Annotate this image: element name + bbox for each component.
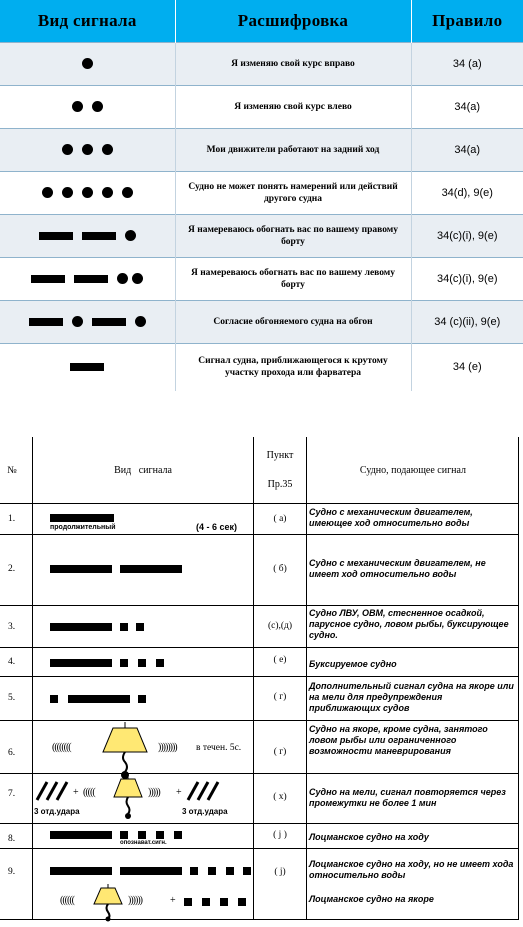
rule-cell: 34(a) <box>411 128 523 171</box>
rule-cell: 34(c)(i), 9(e) <box>411 214 523 257</box>
short-blast-icon <box>82 144 93 155</box>
prolonged-blast-icon <box>120 565 182 573</box>
row-number: 7. <box>8 789 16 799</box>
short-blast-icon <box>138 831 146 839</box>
short-blast-icon <box>120 831 128 839</box>
row-number: 2. <box>8 564 16 574</box>
vessel-description: Лоцманское судно на ходу <box>309 832 429 842</box>
short-blast-icon <box>117 273 128 284</box>
short-blast-icon <box>132 273 143 284</box>
short-blast-icon <box>120 659 128 667</box>
prolonged-blast-icon <box>50 659 112 667</box>
vessel-description: Лоцманское судно на ходу, но не имеет хода относительно воды <box>309 859 514 880</box>
prolonged-blast-icon <box>92 318 126 326</box>
short-blast-icon <box>42 187 53 198</box>
prolonged-blast-icon <box>74 275 108 283</box>
table-row <box>0 300 523 343</box>
short-blast-icon <box>238 898 246 906</box>
short-blast-icon <box>136 623 144 631</box>
rule-point: ( б) <box>273 564 287 574</box>
plus-icon: + <box>170 895 175 906</box>
strike-label: 3 отд.удара <box>182 807 228 816</box>
bell-icon <box>92 884 124 922</box>
vessel-description: Буксируемое судно <box>309 659 397 669</box>
meaning-cell: Я намереваюсь обогнать вас по вашему левому борту <box>175 257 411 300</box>
sound-waves-right-icon: )))))) <box>128 895 142 906</box>
row-number: 4. <box>8 657 16 667</box>
prolonged-blast-icon <box>50 867 112 875</box>
meaning-cell: Мои движители работают на задний ход <box>175 128 411 171</box>
row-number: 5. <box>8 693 16 703</box>
rule-point: ( е) <box>273 655 287 665</box>
short-blast-icon <box>208 867 216 875</box>
header-point: Пункт <box>266 450 294 461</box>
plus-icon: + <box>73 787 78 798</box>
table-row <box>0 257 523 300</box>
table-row <box>0 171 523 214</box>
short-blast-icon <box>82 187 93 198</box>
signal-cell <box>0 42 175 85</box>
short-blast-icon <box>174 831 182 839</box>
signal-cell <box>0 214 175 257</box>
prolonged-label: продолжительный <box>50 524 116 531</box>
header-vessel: Судно, подающее сигнал <box>359 465 467 476</box>
short-blast-icon <box>102 187 113 198</box>
rule-point: ( j ) <box>273 830 287 840</box>
short-blast-icon <box>156 659 164 667</box>
plus-icon: + <box>176 787 181 798</box>
strike-marks-icon <box>186 781 220 801</box>
row-number: 6. <box>8 748 16 758</box>
rule-point: ( а) <box>273 514 287 524</box>
row-number: 3. <box>8 622 16 632</box>
row-number: 1. <box>8 514 16 524</box>
prolonged-blast-icon <box>50 623 112 631</box>
rule-cell: 34 (c)(ii), 9(e) <box>411 300 523 343</box>
meaning-cell: Сигнал судна, приближающегося к крутому участку прохода или фарватера <box>175 343 411 391</box>
identification-label: опознават.сигн. <box>120 840 167 846</box>
duration-label: (4 - 6 сек) <box>196 522 238 532</box>
header-meaning: Расшифровка <box>175 0 411 42</box>
header-point-rule: Пр.35 <box>267 479 293 490</box>
short-blast-icon <box>50 695 58 703</box>
short-blast-icon <box>202 898 210 906</box>
table-row <box>0 85 523 128</box>
strike-marks-icon <box>35 781 69 801</box>
meaning-cell: Согласие обгоняемого судна на обгон <box>175 300 411 343</box>
signal-cell <box>0 300 175 343</box>
prolonged-blast-icon <box>82 232 116 240</box>
table-row <box>0 42 523 85</box>
short-blast-icon <box>92 101 103 112</box>
sound-waves-right-icon: )))))))) <box>158 742 177 753</box>
short-blast-icon <box>62 187 73 198</box>
header-signal: Вид сигнала <box>0 0 175 42</box>
short-blast-icon <box>243 867 251 875</box>
meaning-cell: Я изменяю свой курс влево <box>175 85 411 128</box>
row-number: 8. <box>8 834 16 844</box>
meaning-cell: Я намереваюсь обогнать вас по вашему правому борту <box>175 214 411 257</box>
short-blast-icon <box>72 101 83 112</box>
short-blast-icon <box>156 831 164 839</box>
header-rule: Правило <box>411 0 523 42</box>
header-signal-type: Вид сигнала <box>114 465 172 476</box>
signal-cell <box>0 128 175 171</box>
rule-cell: 34(d), 9(e) <box>411 171 523 214</box>
prolonged-blast-icon <box>31 275 65 283</box>
short-blast-icon <box>138 695 146 703</box>
short-blast-icon <box>125 230 136 241</box>
rule-point: ( j) <box>274 867 286 877</box>
vessel-description: Судно на якоре, кроме судна, занятого ловом рыбы или ограниченного возможности маневрирования <box>309 724 488 756</box>
vessel-description-anchor: Лоцманское судно на якоре <box>309 894 434 904</box>
short-blast-icon <box>102 144 113 155</box>
prolonged-blast-icon <box>68 695 130 703</box>
short-blast-icon <box>184 898 192 906</box>
signal-cell <box>0 257 175 300</box>
vessel-description: Судно с механическим двигателем, не имеет ход относительно воды <box>309 558 486 579</box>
vessel-description: Судно на мели, сигнал повторяется через промежутки не более 1 мин <box>309 787 506 808</box>
sound-waves-right-icon: ))))) <box>148 787 160 798</box>
short-blast-icon <box>190 867 198 875</box>
prolonged-blast-icon <box>120 867 182 875</box>
short-blast-icon <box>226 867 234 875</box>
duration-label: в течен. 5с. <box>196 743 242 753</box>
rule-point: ( х) <box>273 792 287 802</box>
signal-cell <box>0 343 175 391</box>
signals-table-bottom <box>0 437 523 920</box>
prolonged-blast-icon <box>50 565 112 573</box>
vessel-description: Дополнительный сигнал судна на якоре или на мели для предупреждения приближающих судов <box>309 681 514 713</box>
prolonged-blast-icon <box>50 831 112 839</box>
short-blast-icon <box>138 659 146 667</box>
meaning-cell: Я изменяю свой курс вправо <box>175 42 411 85</box>
short-blast-icon <box>72 316 83 327</box>
bell-icon <box>111 775 145 821</box>
short-blast-icon <box>120 623 128 631</box>
vessel-description: Судно ЛВУ, ОВМ, стесненное осадкой, парусное судно, ловом рыбы, буксирующее судно. <box>309 608 509 640</box>
prolonged-blast-icon <box>39 232 73 240</box>
prolonged-blast-icon <box>29 318 63 326</box>
prolonged-blast-icon <box>70 363 104 371</box>
short-blast-icon <box>62 144 73 155</box>
prolonged-blast-icon <box>50 514 114 522</box>
short-blast-icon <box>135 316 146 327</box>
sound-waves-left-icon: (((((( <box>60 895 74 906</box>
vessel-description: Судно с механическим двигателем, имеющее ход относительно воды <box>309 507 473 528</box>
signal-cell <box>0 85 175 128</box>
table-row <box>0 128 523 171</box>
rule-cell: 34(a) <box>411 85 523 128</box>
rule-cell: 34 (a) <box>411 42 523 85</box>
short-blast-icon <box>82 58 93 69</box>
sound-waves-left-icon: (((((((( <box>52 742 71 753</box>
short-blast-icon <box>220 898 228 906</box>
bell-icon <box>96 722 154 782</box>
signals-table-top <box>0 0 523 391</box>
strike-label: 3 отд.удара <box>34 807 80 816</box>
table-row <box>0 343 523 391</box>
row-number: 9. <box>8 867 16 877</box>
meaning-cell: Судно не может понять намерений или действий другого судна <box>175 171 411 214</box>
table-row <box>0 214 523 257</box>
short-blast-icon <box>122 187 133 198</box>
rule-point: (с),(д) <box>267 621 293 631</box>
header-number: № <box>7 465 17 476</box>
rule-point: ( г) <box>273 747 287 757</box>
sound-waves-left-icon: ((((( <box>83 787 95 798</box>
rule-cell: 34 (e) <box>411 343 523 391</box>
signal-cell <box>0 171 175 214</box>
rule-cell: 34(c)(i), 9(e) <box>411 257 523 300</box>
rule-point: ( г) <box>273 692 287 702</box>
